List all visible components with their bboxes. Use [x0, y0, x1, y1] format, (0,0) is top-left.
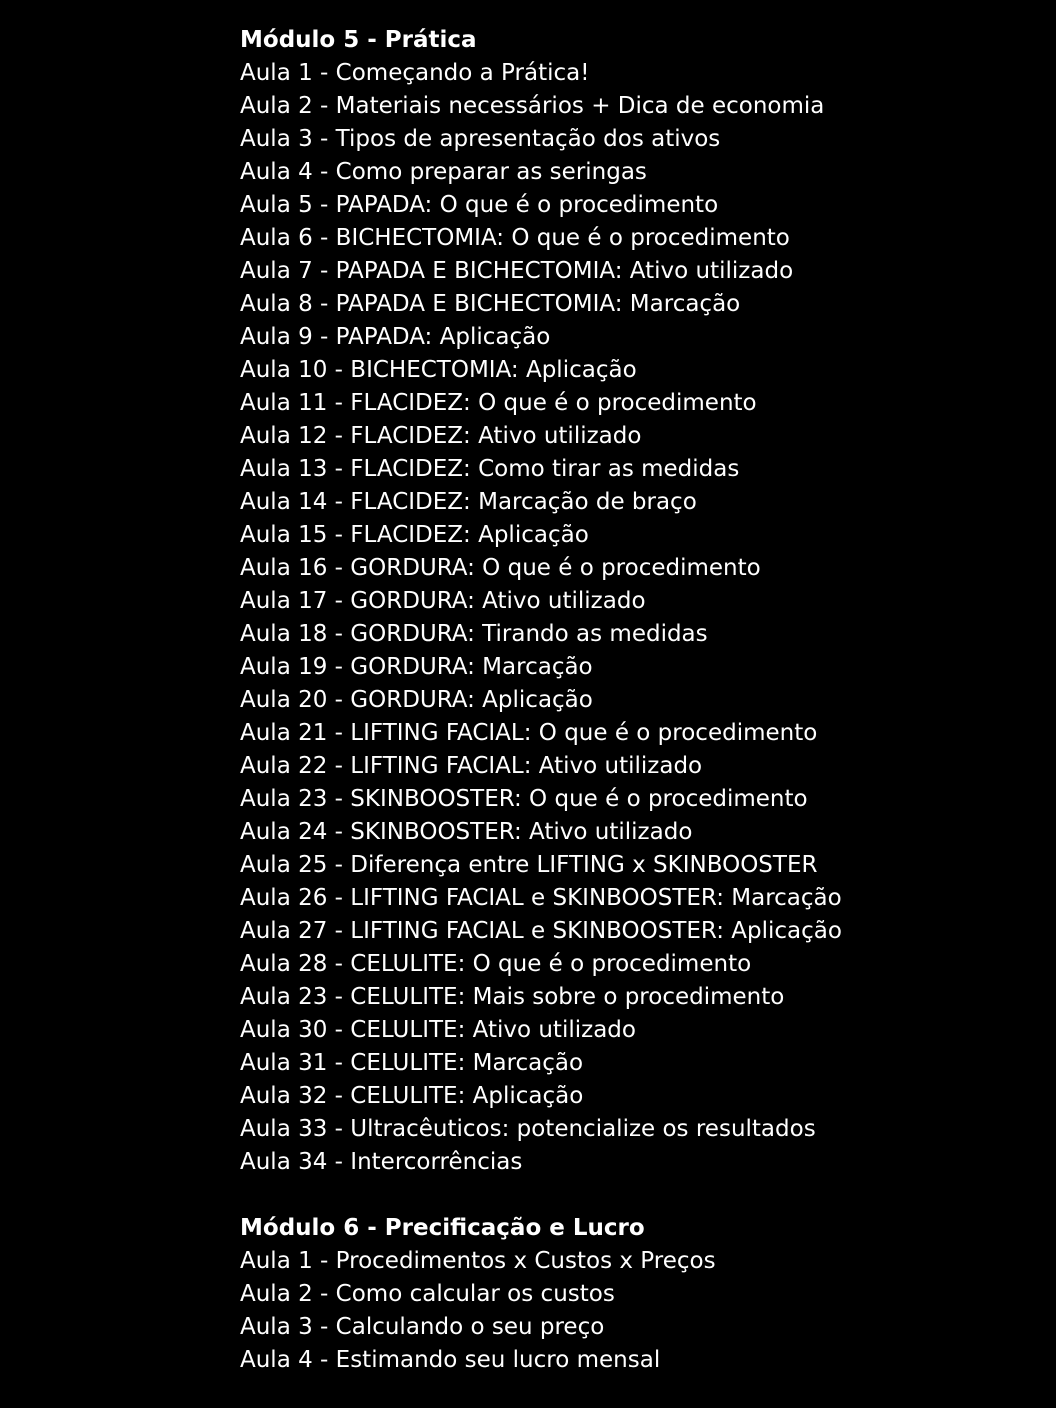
lesson-item: Aula 17 - GORDURA: Ativo utilizado — [240, 588, 646, 614]
lesson-list — [240, 1245, 1040, 1377]
module-title: Módulo 5 - Prática — [240, 27, 477, 53]
lesson-list — [240, 57, 1040, 1179]
lesson-item: Aula 31 - CELULITE: Marcação — [240, 1050, 584, 1076]
lesson-item: Aula 26 - LIFTING FACIAL e SKINBOOSTER: Marcação — [240, 885, 842, 911]
lesson-item: Aula 33 - Ultracêuticos: potencialize os resultados — [240, 1116, 816, 1142]
lesson-item: Aula 27 - LIFTING FACIAL e SKINBOOSTER: Aplicação — [240, 918, 842, 944]
lesson-item: Aula 23 - SKINBOOSTER: O que é o procedimento — [240, 786, 808, 812]
lesson-item: Aula 4 - Estimando seu lucro mensal — [240, 1347, 661, 1373]
lesson-item: Aula 1 - Começando a Prática! — [240, 60, 590, 86]
lesson-item: Aula 16 - GORDURA: O que é o procedimento — [240, 555, 761, 581]
lesson-item: Aula 3 - Tipos de apresentação dos ativos — [240, 126, 721, 152]
lesson-item: Aula 11 - FLACIDEZ: O que é o procedimento — [240, 390, 757, 416]
lesson-item: Aula 7 - PAPADA E BICHECTOMIA: Ativo utilizado — [240, 258, 794, 284]
lesson-item: Aula 28 - CELULITE: O que é o procedimento — [240, 951, 752, 977]
module-title: Módulo 6 - Precificação e Lucro — [240, 1215, 645, 1241]
lesson-item: Aula 30 - CELULITE: Ativo utilizado — [240, 1017, 636, 1043]
module-5 — [240, 24, 1040, 1179]
module-6 — [240, 1212, 1040, 1377]
lesson-item: Aula 4 - Como preparar as seringas — [240, 159, 647, 185]
lesson-item: Aula 2 - Materiais necessários + Dica de economia — [240, 93, 825, 119]
lesson-item: Aula 21 - LIFTING FACIAL: O que é o procedimento — [240, 720, 818, 746]
lesson-item: Aula 3 - Calculando o seu preço — [240, 1314, 605, 1340]
lesson-item: Aula 12 - FLACIDEZ: Ativo utilizado — [240, 423, 642, 449]
lesson-item: Aula 32 - CELULITE: Aplicação — [240, 1083, 584, 1109]
lesson-item: Aula 22 - LIFTING FACIAL: Ativo utilizado — [240, 753, 703, 779]
lesson-item: Aula 8 - PAPADA E BICHECTOMIA: Marcação — [240, 291, 741, 317]
lesson-item: Aula 25 - Diferença entre LIFTING x SKINBOOSTER — [240, 852, 818, 878]
lesson-item: Aula 24 - SKINBOOSTER: Ativo utilizado — [240, 819, 693, 845]
lesson-item: Aula 18 - GORDURA: Tirando as medidas — [240, 621, 708, 647]
lesson-item: Aula 19 - GORDURA: Marcação — [240, 654, 593, 680]
lesson-item: Aula 15 - FLACIDEZ: Aplicação — [240, 522, 589, 548]
course-content — [240, 24, 1040, 1377]
lesson-item: Aula 10 - BICHECTOMIA: Aplicação — [240, 357, 637, 383]
lesson-item: Aula 9 - PAPADA: Aplicação — [240, 324, 551, 350]
lesson-item: Aula 20 - GORDURA: Aplicação — [240, 687, 593, 713]
lesson-item: Aula 23 - CELULITE: Mais sobre o procedimento — [240, 984, 785, 1010]
lesson-item: Aula 14 - FLACIDEZ: Marcação de braço — [240, 489, 697, 515]
lesson-item: Aula 6 - BICHECTOMIA: O que é o procedimento — [240, 225, 790, 251]
lesson-item: Aula 13 - FLACIDEZ: Como tirar as medidas — [240, 456, 740, 482]
lesson-item: Aula 34 - Intercorrências — [240, 1149, 523, 1175]
lesson-item: Aula 2 - Como calcular os custos — [240, 1281, 615, 1307]
lesson-item: Aula 1 - Procedimentos x Custos x Preços — [240, 1248, 716, 1274]
lesson-item: Aula 5 - PAPADA: O que é o procedimento — [240, 192, 719, 218]
